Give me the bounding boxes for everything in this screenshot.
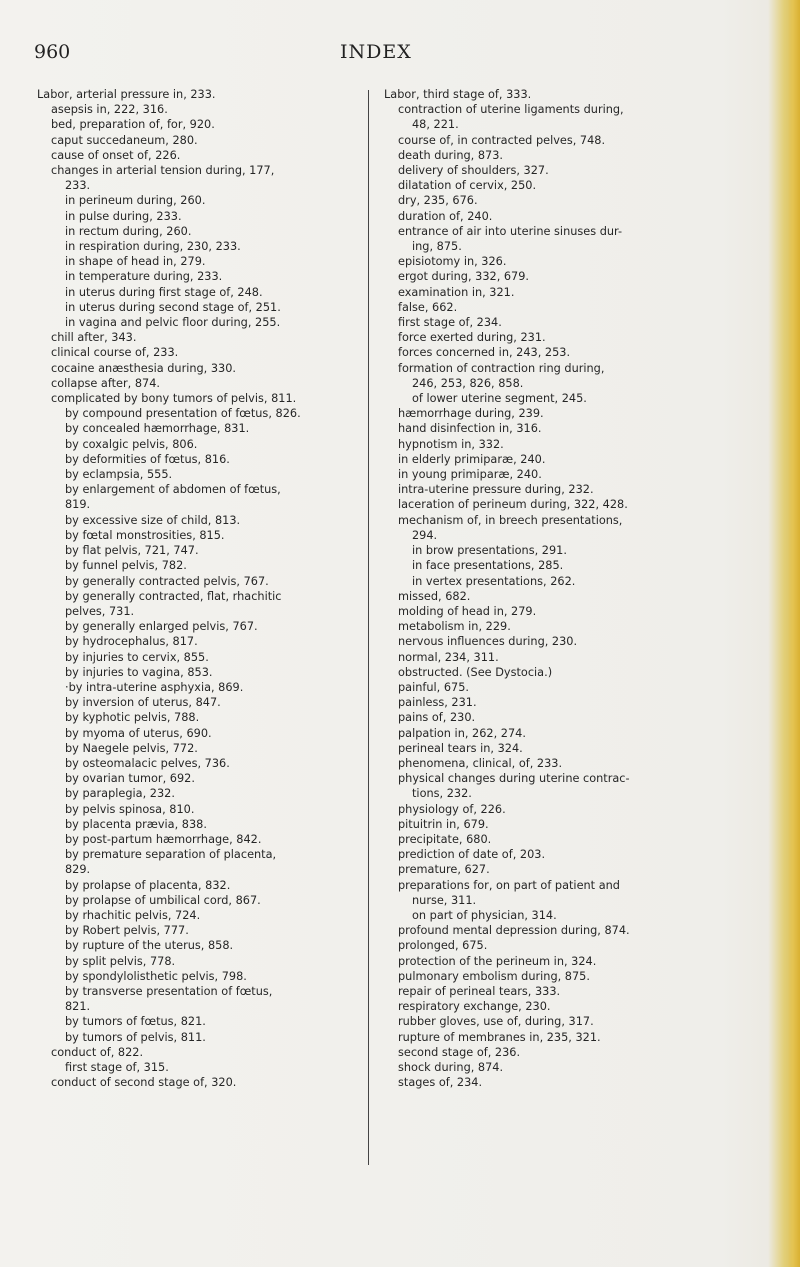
index-entry: pelves, 731. [65, 604, 135, 618]
index-entry: by kyphotic pelvis, 788. [65, 711, 200, 725]
index-entry: in shape of head in, 279. [65, 255, 206, 269]
index-entry: collapse after, 874. [51, 376, 160, 390]
index-entry: in temperature during, 233. [65, 270, 223, 284]
index-entry: ergot during, 332, 679. [398, 270, 530, 284]
index-entry: 294. [412, 528, 438, 542]
index-entry: pulmonary embolism during, 875. [398, 969, 590, 983]
index-entry: in young primiparæ, 240. [398, 468, 542, 482]
index-entry: in rectum during, 260. [65, 224, 192, 238]
index-entry: prediction of date of, 203. [398, 848, 546, 862]
index-entry: Labor, arterial pressure in, 233. [37, 88, 216, 101]
index-entry: by flat pelvis, 721, 747. [65, 544, 199, 558]
index-entry: 246, 253, 826, 858. [412, 376, 524, 390]
index-entry: profound mental depression during, 874. [398, 924, 630, 938]
index-entry: in uterus during second stage of, 251. [65, 300, 281, 314]
index-entry: on part of physician, 314. [412, 908, 557, 922]
index-entry: by eclampsia, 555. [65, 468, 173, 482]
index-entry: by placenta prævia, 838. [65, 817, 207, 831]
index-entry: nurse, 311. [412, 893, 477, 907]
index-entry: force exerted during, 231. [398, 331, 546, 345]
index-entry: pituitrin in, 679. [398, 817, 489, 831]
index-entry: cause of onset of, 226. [51, 148, 181, 162]
index-entry: in face presentations, 285. [412, 559, 564, 573]
index-entry: shock during, 874. [398, 1061, 504, 1074]
index-entry: by deformities of fœtus, 816. [65, 452, 230, 466]
index-entry: changes in arterial tension during, 177, [51, 164, 275, 178]
page-header [0, 41, 760, 71]
index-entry: intra-uterine pressure during, 232. [398, 483, 594, 497]
index-entry: contraction of uterine ligaments during, [398, 103, 624, 117]
index-entry: by injuries to cervix, 855. [65, 650, 209, 664]
index-entry: Labor, third stage of, 333. [384, 88, 532, 101]
index-entry: caput succedaneum, 280. [51, 133, 198, 147]
page-number: 960 [34, 41, 71, 63]
index-entry: duration of, 240. [398, 209, 493, 223]
index-entry: respiratory exchange, 230. [398, 1000, 551, 1014]
index-entry: by premature separation of placenta, [65, 848, 277, 862]
index-entry: repair of perineal tears, 333. [398, 984, 561, 998]
index-entry: by prolapse of umbilical cord, 867. [65, 893, 261, 907]
index-entry: in uterus during first stage of, 248. [65, 285, 263, 299]
index-entry: by concealed hæmorrhage, 831. [65, 422, 250, 436]
index-entry: by funnel pelvis, 782. [65, 559, 187, 573]
index-entry: by rupture of the uterus, 858. [65, 939, 234, 953]
index-entry: by rhachitic pelvis, 724. [65, 908, 201, 922]
index-entry: physiology of, 226. [398, 802, 506, 816]
index-entry: first stage of, 234. [398, 316, 502, 330]
index-entry: 233. [65, 179, 91, 193]
index-entry: by post-partum hæmorrhage, 842. [65, 832, 262, 846]
index-entry: by generally contracted pelvis, 767. [65, 574, 269, 588]
index-entry: in respiration during, 230, 233. [65, 240, 241, 254]
index-entry: asepsis in, 222, 316. [51, 103, 168, 117]
index-entry: precipitate, 680. [398, 832, 492, 846]
index-entry: by coxalgic pelvis, 806. [65, 437, 198, 451]
index-entry: in elderly primiparæ, 240. [398, 452, 546, 466]
index-entry: 829. [65, 863, 91, 877]
index-entry: by injuries to vagina, 853. [65, 665, 213, 679]
index-entry: death during, 873. [398, 148, 504, 162]
index-entry: prolonged, 675. [398, 939, 488, 953]
index-entry: painless, 231. [398, 696, 477, 710]
index-entry: by ovarian tumor, 692. [65, 772, 195, 786]
index-entry: perineal tears in, 324. [398, 741, 523, 755]
index-entry: 48, 221. [412, 118, 459, 132]
index-entry: by split pelvis, 778. [65, 954, 176, 968]
index-entry: in brow presentations, 291. [412, 544, 567, 558]
index-entry: normal, 234, 311. [398, 650, 499, 664]
index-entry: by fœtal monstrosities, 815. [65, 528, 225, 542]
index-entry: by osteomalacic pelves, 736. [65, 756, 230, 770]
index-entry: clinical course of, 233. [51, 346, 179, 360]
index-entry: 821. [65, 1000, 91, 1014]
index-entry: physical changes during uterine contrac- [398, 772, 630, 786]
index-entry: dry, 235, 676. [398, 194, 478, 208]
index-entry: by myoma of uterus, 690. [65, 726, 212, 740]
index-entry: chill after, 343. [51, 331, 137, 345]
index-entry: episiotomy in, 326. [398, 255, 507, 269]
index-entry: missed, 682. [398, 589, 471, 603]
index-entry: premature, 627. [398, 863, 490, 877]
index-entry: examination in, 321. [398, 285, 515, 299]
index-entry: rupture of membranes in, 235, 321. [398, 1030, 601, 1044]
index-entry: of lower uterine segment, 245. [412, 392, 587, 406]
index-entry: protection of the perineum in, 324. [398, 954, 597, 968]
index-entry: by pelvis spinosa, 810. [65, 802, 195, 816]
index-column-left [37, 87, 362, 1090]
index-entry: formation of contraction ring during, [398, 361, 605, 375]
index-entry: cocaine anæsthesia during, 330. [51, 361, 237, 375]
index-entry: phenomena, clinical, of, 233. [398, 756, 563, 770]
index-entry: ·by intra-uterine asphyxia, 869. [65, 680, 244, 694]
index-entry: forces concerned in, 243, 253. [398, 346, 571, 360]
index-entry: in vertex presentations, 262. [412, 574, 576, 588]
index-entry: by paraplegia, 232. [65, 787, 175, 801]
column-divider [368, 90, 369, 1165]
index-entry: by compound presentation of fœtus, 826. [65, 407, 301, 421]
index-entry: first stage of, 315. [65, 1061, 169, 1074]
index-entry: delivery of shoulders, 327. [398, 164, 549, 178]
index-entry: by excessive size of child, 813. [65, 513, 241, 527]
index-entry: second stage of, 236. [398, 1045, 521, 1059]
index-entry: ing, 875. [412, 240, 462, 254]
index-entry: by transverse presentation of fœtus, [65, 984, 273, 998]
index-entry: in perineum during, 260. [65, 194, 206, 208]
index-entry: hand disinfection in, 316. [398, 422, 542, 436]
index-entry: hypnotism in, 332. [398, 437, 504, 451]
index-entry: painful, 675. [398, 680, 470, 694]
index-entry: nervous influences during, 230. [398, 635, 578, 649]
index-entry: by prolapse of placenta, 832. [65, 878, 231, 892]
index-entry: by Naegele pelvis, 772. [65, 741, 198, 755]
index-entry: conduct of second stage of, 320. [51, 1076, 237, 1090]
index-entry: by tumors of pelvis, 811. [65, 1030, 206, 1044]
index-column-right [384, 87, 744, 1090]
index-entry: obstructed. (See Dystocia.) [398, 665, 553, 679]
gilded-page-edge [788, 0, 800, 1267]
index-entry: by tumors of fœtus, 821. [65, 1015, 206, 1029]
index-entry: by Robert pelvis, 777. [65, 924, 189, 938]
index-entry: complicated by bony tumors of pelvis, 811. [51, 392, 297, 406]
index-entry: false, 662. [398, 300, 458, 314]
index-entry: metabolism in, 229. [398, 620, 511, 634]
index-entry: dilatation of cervix, 250. [398, 179, 537, 193]
index-entry: by inversion of uterus, 847. [65, 696, 221, 710]
index-entry: 819. [65, 498, 91, 512]
index-entry: preparations for, on part of patient and [398, 878, 620, 892]
index-entry: entrance of air into uterine sinuses dur- [398, 224, 623, 238]
index-entry: laceration of perineum during, 322, 428. [398, 498, 628, 512]
index-entry: rubber gloves, use of, during, 317. [398, 1015, 594, 1029]
index-entry: by hydrocephalus, 817. [65, 635, 198, 649]
index-entry: bed, preparation of, for, 920. [51, 118, 215, 132]
index-entry: conduct of, 822. [51, 1045, 144, 1059]
index-entry: by enlargement of abdomen of fœtus, [65, 483, 281, 497]
index-entry: in pulse during, 233. [65, 209, 182, 223]
index-entry: molding of head in, 279. [398, 604, 537, 618]
index-entry: pains of, 230. [398, 711, 476, 725]
index-entry: in vagina and pelvic floor during, 255. [65, 316, 281, 330]
index-entry: by spondylolisthetic pelvis, 798. [65, 969, 247, 983]
index-entry: tions, 232. [412, 787, 472, 801]
index-entry: mechanism of, in breech presentations, [398, 513, 623, 527]
index-entry: course of, in contracted pelves, 748. [398, 133, 606, 147]
index-entry: hæmorrhage during, 239. [398, 407, 544, 421]
page-title: INDEX [340, 41, 412, 63]
index-entry: by generally contracted, flat, rhachitic [65, 589, 282, 603]
index-entry: palpation in, 262, 274. [398, 726, 526, 740]
index-entry: by generally enlarged pelvis, 767. [65, 620, 258, 634]
index-entry: stages of, 234. [398, 1076, 483, 1090]
